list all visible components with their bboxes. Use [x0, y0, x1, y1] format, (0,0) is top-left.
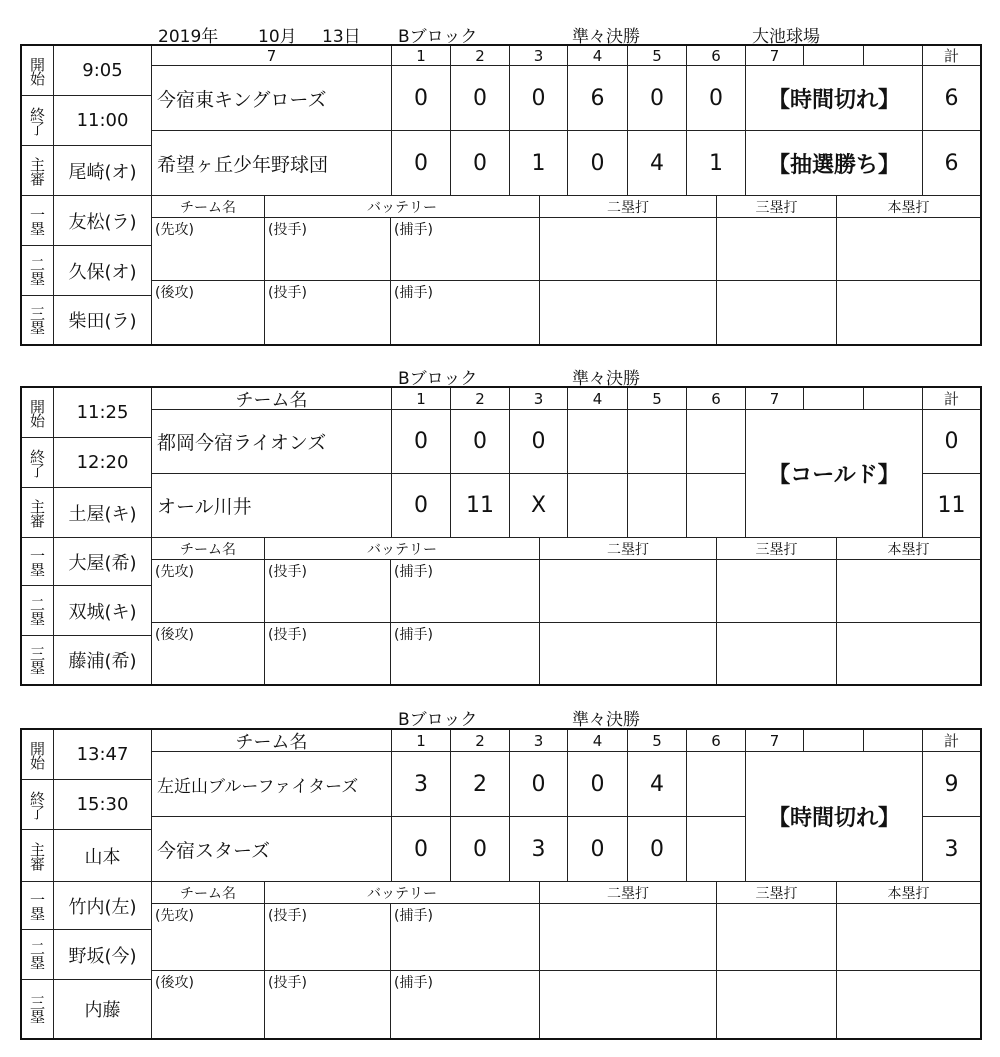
- result-note: 【時間切れ】: [746, 752, 923, 882]
- label-first-base: 一塁: [22, 196, 54, 246]
- total-header: 計: [923, 730, 980, 752]
- score-cell: 0: [392, 410, 451, 474]
- label-umpire: 主審: [22, 488, 54, 538]
- end-time: 11:00: [54, 96, 152, 146]
- score-cell: [568, 410, 628, 474]
- catcher-cell: (捕手): [391, 971, 540, 1038]
- score-cell: 0: [451, 66, 510, 131]
- homeruns-header: 本塁打: [837, 538, 980, 560]
- total-score: 6: [923, 131, 980, 196]
- score-cell: 0: [392, 474, 451, 538]
- score-cell: 0: [568, 752, 628, 817]
- doubles-header: 二塁打: [540, 882, 717, 904]
- doubles-cell: [540, 281, 717, 344]
- game-2-scoreboard: [20, 386, 982, 686]
- inning-header: 7: [746, 46, 804, 66]
- score-cell: X: [510, 474, 568, 538]
- score-cell: 11: [451, 474, 510, 538]
- round-label: 準々決勝: [572, 27, 640, 47]
- score-cell: 1: [510, 131, 568, 196]
- extra-inning-header: [864, 46, 923, 66]
- score-cell: 4: [628, 131, 687, 196]
- score-cell: 6: [568, 66, 628, 131]
- inning-header: 4: [568, 46, 628, 66]
- homeruns-header: 本塁打: [837, 196, 980, 218]
- inning-header: 7: [746, 730, 804, 752]
- date-day: 13日: [322, 27, 361, 47]
- battery-header: バッテリー: [265, 196, 540, 218]
- score-cell: 3: [392, 752, 451, 817]
- score-cell: 4: [628, 752, 687, 817]
- triples-cell: [717, 623, 837, 684]
- label-end: 終了: [22, 96, 54, 146]
- homeruns-cell: [837, 623, 980, 684]
- pitcher-cell: (投手): [265, 560, 391, 623]
- triples-cell: [717, 971, 837, 1038]
- team-name-bottom: 今宿スターズ: [152, 817, 392, 882]
- score-cell: 0: [628, 817, 687, 882]
- second-attack-cell: (後攻): [152, 623, 265, 684]
- third-base-umpire: 柴田(ラ): [54, 296, 152, 344]
- second-base-umpire: 久保(オ): [54, 246, 152, 296]
- inning-header: 4: [568, 730, 628, 752]
- second-attack-cell: (後攻): [152, 971, 265, 1038]
- result-note: 【抽選勝ち】: [746, 131, 923, 196]
- first-base-umpire: 友松(ラ): [54, 196, 152, 246]
- score-cell: 0: [451, 817, 510, 882]
- total-score: 9: [923, 752, 980, 817]
- extra-inning-header: [864, 388, 923, 410]
- inning-header: 3: [510, 46, 568, 66]
- start-time: 13:47: [54, 730, 152, 780]
- score-cell: [568, 474, 628, 538]
- label-second-base: 二塁: [22, 930, 54, 980]
- second-base-umpire: 野坂(今): [54, 930, 152, 980]
- team-column-header: チーム名: [152, 730, 392, 752]
- score-cell: [687, 410, 746, 474]
- third-base-umpire: 内藤: [54, 980, 152, 1038]
- first-base-umpire: 大屋(希): [54, 538, 152, 586]
- homeruns-cell: [837, 218, 980, 281]
- score-cell: [628, 410, 687, 474]
- inning-header: 4: [568, 388, 628, 410]
- total-score: 6: [923, 66, 980, 131]
- battery-team-header: チーム名: [152, 538, 265, 560]
- pitcher-cell: (投手): [265, 623, 391, 684]
- umpire-name: 土屋(キ): [54, 488, 152, 538]
- score-cell: 0: [510, 410, 568, 474]
- catcher-cell: (捕手): [391, 560, 540, 623]
- block-label: Bブロック: [398, 710, 478, 730]
- label-third-base: 三塁: [22, 980, 54, 1038]
- homeruns-cell: [837, 971, 980, 1038]
- score-cell: 0: [392, 66, 451, 131]
- triples-cell: [717, 218, 837, 281]
- end-time: 12:20: [54, 438, 152, 488]
- score-cell: 1: [687, 131, 746, 196]
- umpire-name: 尾崎(オ): [54, 146, 152, 196]
- score-cell: [687, 474, 746, 538]
- inning-header: 5: [628, 46, 687, 66]
- label-start: 開始: [22, 46, 54, 96]
- label-third-base: 三塁: [22, 636, 54, 684]
- start-time: 9:05: [54, 46, 152, 96]
- team-name-top: 左近山ブルーファイターズ: [152, 752, 392, 817]
- triples-header: 三塁打: [717, 196, 837, 218]
- score-cell: 0: [510, 752, 568, 817]
- pitcher-cell: (投手): [265, 281, 391, 344]
- label-end: 終了: [22, 780, 54, 830]
- total-score: 0: [923, 410, 980, 474]
- game-3-scoreboard: [20, 728, 982, 1040]
- label-umpire: 主審: [22, 830, 54, 882]
- inning-header: 5: [628, 388, 687, 410]
- pitcher-cell: (投手): [265, 904, 391, 971]
- doubles-cell: [540, 218, 717, 281]
- end-time: 15:30: [54, 780, 152, 830]
- score-cell: 0: [451, 131, 510, 196]
- venue-label: 大池球場: [752, 27, 820, 47]
- score-cell: [687, 752, 746, 817]
- first-attack-cell: (先攻): [152, 904, 265, 971]
- total-score: 3: [923, 817, 980, 882]
- inning-header: 5: [628, 730, 687, 752]
- block-label: Bブロック: [398, 369, 478, 389]
- score-cell: 3: [510, 817, 568, 882]
- triples-cell: [717, 560, 837, 623]
- round-label: 準々決勝: [572, 369, 640, 389]
- date-month: 10月: [258, 27, 297, 47]
- total-score: 11: [923, 474, 980, 538]
- extra-inning-header: [804, 388, 864, 410]
- score-cell: 0: [628, 66, 687, 131]
- doubles-header: 二塁打: [540, 538, 717, 560]
- date-year: 2019年: [158, 27, 219, 47]
- homeruns-cell: [837, 904, 980, 971]
- battery-header: バッテリー: [265, 538, 540, 560]
- first-attack-cell: (先攻): [152, 560, 265, 623]
- inning-header: 6: [687, 730, 746, 752]
- doubles-cell: [540, 904, 717, 971]
- team-name-bottom: オール川井: [152, 474, 392, 538]
- round-label: 準々決勝: [572, 710, 640, 730]
- label-third-base: 三塁: [22, 296, 54, 344]
- homeruns-header: 本塁打: [837, 882, 980, 904]
- label-first-base: 一塁: [22, 882, 54, 930]
- label-umpire: 主審: [22, 146, 54, 196]
- team-column-header: チーム名: [152, 388, 392, 410]
- inning-header: 6: [687, 46, 746, 66]
- homeruns-cell: [837, 560, 980, 623]
- score-cell: 0: [568, 817, 628, 882]
- catcher-cell: (捕手): [391, 904, 540, 971]
- doubles-header: 二塁打: [540, 196, 717, 218]
- total-header: 計: [923, 46, 980, 66]
- extra-inning-header: [864, 730, 923, 752]
- inning-header: 1: [392, 730, 451, 752]
- team-name-top: 都岡今宿ライオンズ: [152, 410, 392, 474]
- label-start: 開始: [22, 730, 54, 780]
- inning-header: 6: [687, 388, 746, 410]
- team-name-top: 今宿東キングローズ: [152, 66, 392, 131]
- catcher-cell: (捕手): [391, 623, 540, 684]
- homeruns-cell: [837, 281, 980, 344]
- inning-header: 1: [392, 388, 451, 410]
- score-cell: 0: [451, 410, 510, 474]
- doubles-cell: [540, 971, 717, 1038]
- inning-header: 2: [451, 46, 510, 66]
- inning-header: 3: [510, 388, 568, 410]
- block-label: Bブロック: [398, 27, 478, 47]
- triples-header: 三塁打: [717, 882, 837, 904]
- result-note: 【時間切れ】: [746, 66, 923, 131]
- triples-cell: [717, 281, 837, 344]
- label-start: 開始: [22, 388, 54, 438]
- score-cell: [687, 817, 746, 882]
- pitcher-cell: (投手): [265, 218, 391, 281]
- score-cell: 0: [568, 131, 628, 196]
- umpire-name: 山本: [54, 830, 152, 882]
- battery-team-header: チーム名: [152, 882, 265, 904]
- team-column-header: 7: [152, 46, 392, 66]
- triples-header: 三塁打: [717, 538, 837, 560]
- inning-header: 7: [746, 388, 804, 410]
- score-cell: 2: [451, 752, 510, 817]
- doubles-cell: [540, 560, 717, 623]
- first-attack-cell: (先攻): [152, 218, 265, 281]
- pitcher-cell: (投手): [265, 971, 391, 1038]
- extra-inning-header: [804, 46, 864, 66]
- inning-header: 2: [451, 730, 510, 752]
- catcher-cell: (捕手): [391, 218, 540, 281]
- catcher-cell: (捕手): [391, 281, 540, 344]
- score-cell: 0: [510, 66, 568, 131]
- inning-header: 2: [451, 388, 510, 410]
- label-second-base: 二塁: [22, 586, 54, 636]
- result-note: 【コールド】: [746, 410, 923, 538]
- score-cell: 0: [392, 131, 451, 196]
- third-base-umpire: 藤浦(希): [54, 636, 152, 684]
- start-time: 11:25: [54, 388, 152, 438]
- extra-inning-header: [804, 730, 864, 752]
- label-second-base: 二塁: [22, 246, 54, 296]
- inning-header: 3: [510, 730, 568, 752]
- total-header: 計: [923, 388, 980, 410]
- team-name-bottom: 希望ヶ丘少年野球団: [152, 131, 392, 196]
- doubles-cell: [540, 623, 717, 684]
- label-end: 終了: [22, 438, 54, 488]
- battery-team-header: チーム名: [152, 196, 265, 218]
- triples-cell: [717, 904, 837, 971]
- second-attack-cell: (後攻): [152, 281, 265, 344]
- score-cell: 0: [392, 817, 451, 882]
- first-base-umpire: 竹内(左): [54, 882, 152, 930]
- game-1-scoreboard: [20, 44, 982, 346]
- inning-header: 1: [392, 46, 451, 66]
- score-cell: [628, 474, 687, 538]
- second-base-umpire: 双城(キ): [54, 586, 152, 636]
- score-cell: 0: [687, 66, 746, 131]
- battery-header: バッテリー: [265, 882, 540, 904]
- label-first-base: 一塁: [22, 538, 54, 586]
